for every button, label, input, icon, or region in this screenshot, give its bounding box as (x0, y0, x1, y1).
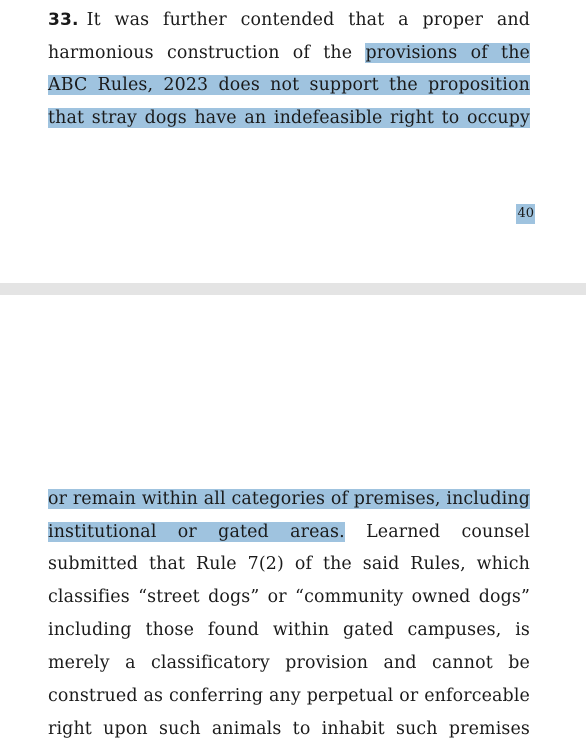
text-line-6 (48, 519, 530, 545)
line-text: construed as conferring any perpetual or enforceable (48, 686, 530, 706)
line-text: classifies “street dogs” or “community owned dogs” (48, 587, 530, 607)
text-line-12 (48, 716, 530, 742)
line-text: right upon such animals to inhabit such premises (48, 719, 530, 739)
text-line-9 (48, 617, 530, 643)
line-text: Learned counsel (344, 522, 530, 542)
text-line-4 (48, 105, 530, 131)
text-line-3 (48, 72, 530, 98)
highlighted-text[interactable]: ABC Rules, 2023 does not support the proposition (48, 75, 530, 95)
text-line-11 (48, 683, 530, 709)
page-41 (0, 295, 586, 751)
line-text: It was further contended that a proper and (86, 10, 530, 30)
text-line-1 (48, 7, 530, 33)
page-number[interactable]: 40 (516, 204, 535, 224)
text-line-10 (48, 650, 530, 676)
line-text: submitted that Rule 7(2) of the said Rules, which (48, 554, 530, 574)
text-line-2 (48, 40, 530, 66)
highlighted-text[interactable]: or remain within all categories of premises, including (48, 489, 530, 509)
paragraph-number: 33. (48, 10, 79, 30)
highlighted-text[interactable]: institutional or gated areas. (48, 522, 345, 542)
page-separator (0, 283, 586, 295)
text-line-5 (48, 486, 530, 512)
line-text: merely a classificatory provision and cannot be (48, 653, 530, 673)
text-line-7 (48, 551, 530, 577)
line-text: harmonious construction of the (48, 43, 366, 63)
line-text: including those found within gated campuses, is (48, 620, 530, 640)
highlighted-text[interactable]: that stray dogs have an indefeasible right to occupy (48, 108, 530, 128)
page-40 (0, 0, 586, 283)
highlighted-text[interactable]: provisions of the (365, 43, 530, 63)
text-line-8 (48, 584, 530, 610)
